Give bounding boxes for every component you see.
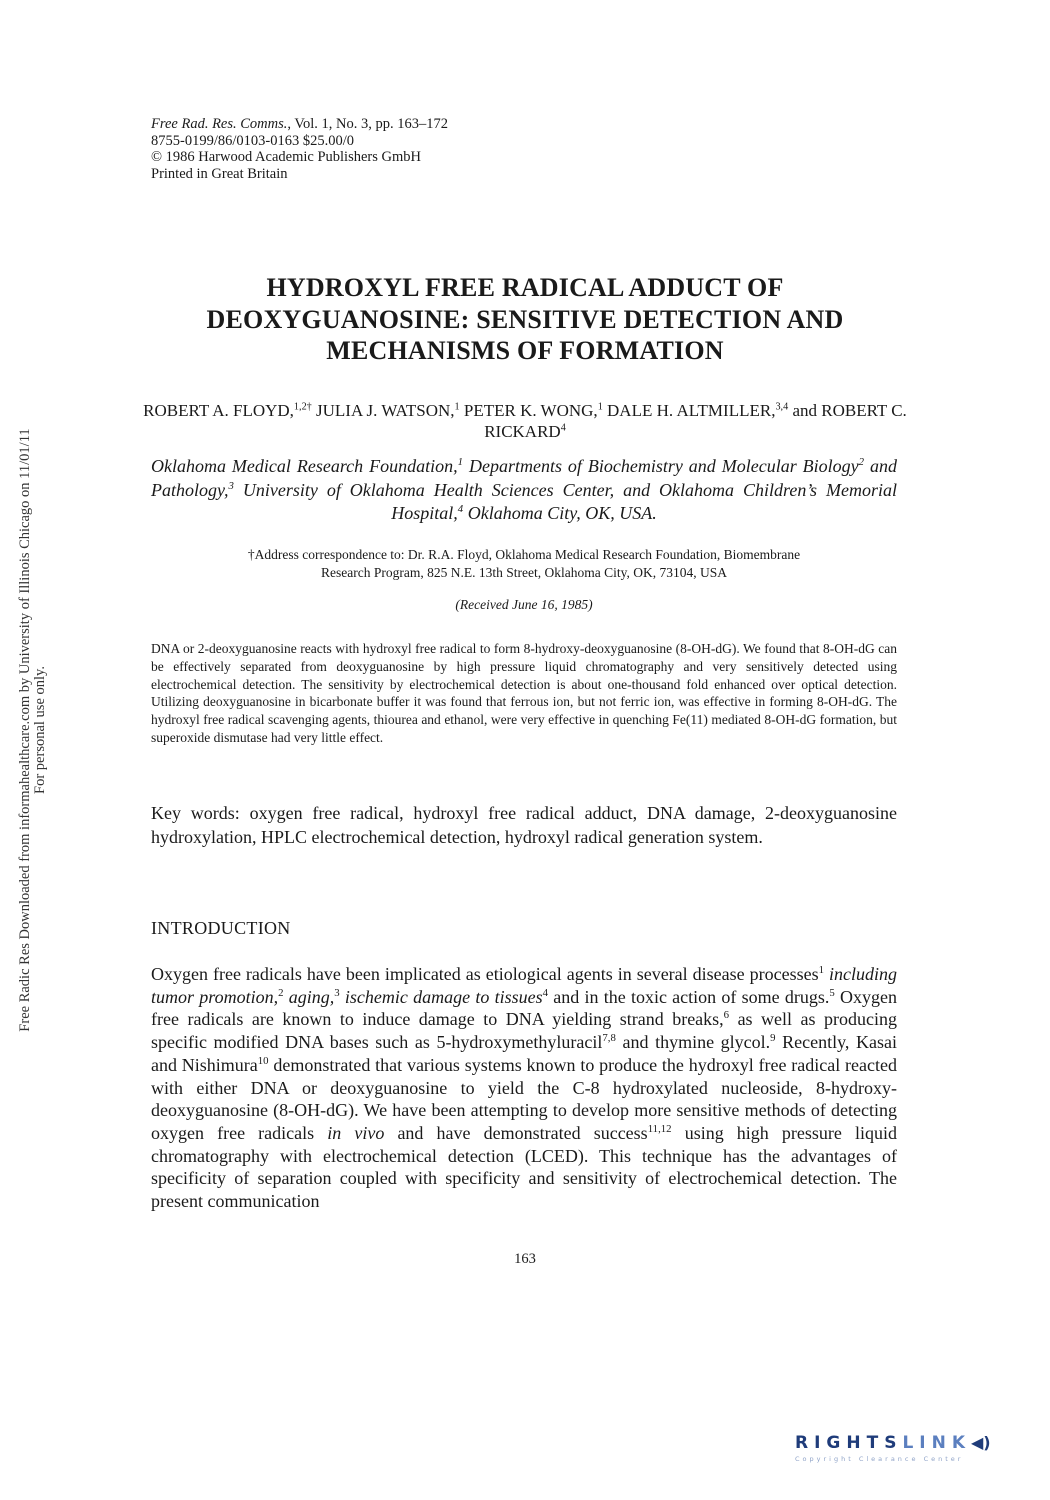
author-affiliation-mark: 4 xyxy=(560,422,566,434)
author-affiliation-mark: 1 xyxy=(454,401,460,413)
author-name: DALE H. ALTMILLER, xyxy=(602,401,776,420)
affiliation-text: Oklahoma City, OK, USA. xyxy=(463,503,657,523)
affiliation-mark: 3 xyxy=(228,479,234,492)
paper-title xyxy=(120,272,930,367)
download-notice-line: Free Radic Res Downloaded from informahealthcare.com by University of Illinois Chicago on 11/01/11 xyxy=(17,428,33,1032)
copyright: © 1986 Harwood Academic Publishers GmbH xyxy=(151,149,421,165)
citation-mark: 1 xyxy=(818,964,825,976)
rightslink-subtitle: Copyright Clearance Center xyxy=(795,1455,964,1463)
intro-text: in vivo xyxy=(327,1122,385,1143)
citation-line xyxy=(151,116,448,133)
printed-in: Printed in Great Britain xyxy=(151,165,288,182)
author-affiliation-mark: 1 xyxy=(597,401,603,413)
rightslink-wordmark xyxy=(795,1433,1030,1453)
download-notice-line: For personal use only. xyxy=(32,666,48,794)
affiliation-mark: 1 xyxy=(457,456,464,468)
affiliation-text: Departments of Biochemistry and Molecular Biology xyxy=(463,456,859,476)
title-line: DEOXYGUANOSINE: SENSITIVE DETECTION AND xyxy=(206,304,844,334)
affiliation-mark: 2 xyxy=(858,456,865,468)
intro-text: aging, xyxy=(283,986,335,1007)
intro-text: ischemic damage to tissues xyxy=(339,986,543,1007)
keywords: Key words: oxygen free radical, hydroxyl free radical adduct, DNA damage, 2-deoxyguanosine hydroxylation, HPLC electrochemical detection, hydroxyl radical generation system. xyxy=(151,803,897,847)
author-name: PETER K. WONG, xyxy=(459,401,598,420)
intro-text: Recently, Kasai and Nishimura xyxy=(151,1032,898,1075)
author-list xyxy=(120,400,930,442)
issn-code: 8755-0199/86/0103-0163 $25.00/0 xyxy=(151,132,354,149)
affiliation-text: and Pathology, xyxy=(151,456,898,500)
citation-mark: 4 xyxy=(542,986,548,999)
introduction-body xyxy=(151,963,897,1213)
journal-name: Free Rad. Res. Comms. xyxy=(151,116,288,132)
author-affiliation-mark: 3,4 xyxy=(775,401,789,413)
page-number: 163 xyxy=(514,1251,536,1267)
intro-text: as well as producing specific modified DNA bases such as 5-hydroxymethyluracil xyxy=(151,1009,897,1053)
citation-mark: 3 xyxy=(334,986,340,999)
rightslink-logo xyxy=(795,1433,1030,1473)
received-date: (Received June 16, 1985) xyxy=(455,597,593,612)
publication-info xyxy=(151,116,448,182)
rightslink-speaker-icon: ◀) xyxy=(971,1433,991,1452)
author-name: ROBERT A. FLOYD, xyxy=(143,401,294,420)
affiliation-mark: 4 xyxy=(457,503,464,515)
abstract: DNA or 2-deoxyguanosine reacts with hydroxyl free radical to form 8-hydroxy-deoxyguanosine (8-OH-dG). We found that 8-OH-dG can be effectively separated from deoxyguanosine by high pressure liquid chromatography and very sensitively detected using electrochemical detection. The sensitivity by electrochemical detection is about one-thousand fold enhanced over optical detection. Utilizing deoxyguanosine in bicarbonate buffer it was found that ferrous ion, but not ferric ion, was effective in forming 8-OH-dG. The hydroxyl free radical scavenging agents, thiourea and ethanol, were very effective in quenching Fe(11) mediated 8-OH-dG formation, but superoxide dismutase had very little effect. xyxy=(151,641,897,745)
citation-mark: 9 xyxy=(770,1032,776,1045)
intro-text: and have demonstrated success xyxy=(384,1122,648,1143)
intro-text: Oxygen free radicals have been implicated as etiological agents in several disease processes xyxy=(151,964,819,984)
intro-text: and thymine glycol. xyxy=(615,1032,771,1053)
affiliation-text: University of Oklahoma Health Sciences Center, and Oklahoma Children’s Memorial Hospital, xyxy=(233,479,897,523)
citation-mark: 11,12 xyxy=(647,1122,672,1135)
citation-mark: 6 xyxy=(723,1009,730,1022)
author-name: JULIA J. WATSON, xyxy=(311,401,455,420)
affiliation-text: Oklahoma Medical Research Foundation, xyxy=(151,456,458,476)
intro-text: using high pressure liquid chromatography with electrochemical detection (LCED). This technique has the advantages of specificity of separation coupled with specificity and sensitivity of electrochemical detection. The present communication xyxy=(151,1122,897,1212)
section-heading: INTRODUCTION xyxy=(151,918,291,938)
author-name: and ROBERT C. RICKARD xyxy=(484,401,907,441)
download-notice xyxy=(18,370,48,1090)
citation: , Vol. 1, No. 3, pp. 163–172 xyxy=(287,116,448,132)
correspondence-note xyxy=(151,546,897,581)
correspondence-line: Research Program, 825 N.E. 13th Street, Oklahoma City, OK, 73104, USA xyxy=(321,564,727,580)
citation-mark: 10 xyxy=(257,1054,269,1067)
rightslink-link: LINK xyxy=(902,1433,971,1453)
title-line: MECHANISMS OF FORMATION xyxy=(326,336,724,365)
citation-mark: 7,8 xyxy=(602,1032,616,1045)
affiliations xyxy=(151,455,897,526)
intro-text: including tumor promotion, xyxy=(151,964,897,1007)
intro-text: Oxygen free radicals are known to induce damage to DNA yielding strand breaks, xyxy=(151,986,897,1030)
citation-mark: 5 xyxy=(829,986,835,999)
author-affiliation-mark: 1,2† xyxy=(293,401,312,413)
citation-mark: 2 xyxy=(278,986,284,999)
correspondence-line: †Address correspondence to: Dr. R.A. Floyd, Oklahoma Medical Research Foundation, Biomembrane xyxy=(247,547,801,562)
intro-text: and in the toxic action of some drugs. xyxy=(548,986,830,1007)
rightslink-rights: RIGHTS xyxy=(795,1433,903,1453)
title-line: HYDROXYL FREE RADICAL ADDUCT OF xyxy=(266,273,784,302)
intro-text: demonstrated that various systems known to produce the hydroxyl free radical reacted with either DNA or deoxyguanosine to yield the C-8 hydroxylated nucleoside, 8-hydroxy-deoxyguanosine (8-OH-dG). We have been attempting to develop more sensitive methods of detecting oxygen free radicals xyxy=(151,1054,897,1143)
